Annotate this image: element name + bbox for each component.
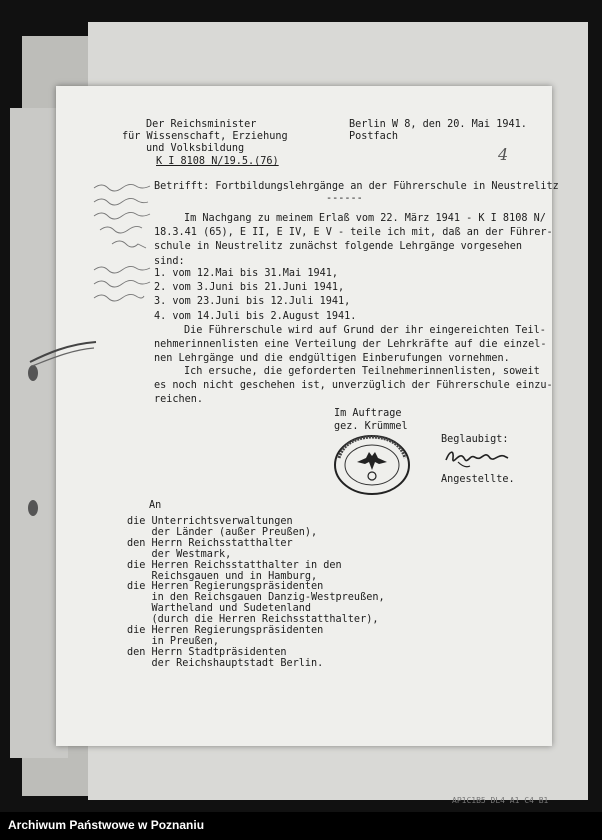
archive-name: Archiwum Państwowe w Poznaniu xyxy=(8,818,205,832)
recipient-line: die Herren Reichsstatthalter in den xyxy=(127,559,342,571)
page-number-handwritten: 4 xyxy=(498,145,509,164)
course-item: 3. vom 23.Juni bis 12.Juli 1941, xyxy=(154,296,351,308)
subject-line: Betrifft: Fortbildungslehrgänge an der Führerschule in Neustrelitz xyxy=(154,181,559,192)
handwritten-signature xyxy=(444,446,510,470)
binder-hole xyxy=(28,500,38,516)
an-label: An xyxy=(149,500,162,511)
paragraph-line: es noch nicht geschehen ist, unverzüglich der Führerschule einzu- xyxy=(154,380,553,392)
angestellte-label: Angestellte. xyxy=(441,474,515,485)
recipient-line: der Länder (außer Preußen), xyxy=(127,526,318,538)
paragraph-line: nen Lehrgänge und die endgültigen Einberufungen vornehmen. xyxy=(154,353,510,365)
recipient-line: in Preußen, xyxy=(127,635,220,647)
recipient-line: den Herrn Reichsstatthalter xyxy=(127,537,293,549)
recipient-line: der Westmark, xyxy=(127,548,232,560)
sender-line-2: für Wissenschaft, Erziehung xyxy=(122,131,288,142)
paragraph-line: 18.3.41 (65), E II, E IV, E V - teile ich mit, daß an der Führer- xyxy=(154,227,553,239)
paragraph-line: nehmerinnenlisten eine Verteilung der Lehrkräfte auf die einzel- xyxy=(154,339,547,351)
recipient-line: die Unterrichtsverwaltungen xyxy=(127,516,293,527)
file-number: K I 8108 N/19.5.(76) xyxy=(156,156,279,167)
paragraph-line: reichen. xyxy=(154,394,204,406)
film-code-right: AP1C1B5 DL4 A1 C4 B1 xyxy=(452,796,549,805)
place-date: Berlin W 8, den 20. Mai 1941. xyxy=(349,119,527,130)
im-auftrage: Im Auftrage xyxy=(334,408,402,419)
recipient-line: die Herren Regierungspräsidenten xyxy=(127,581,324,593)
paragraph-line: sind: xyxy=(154,255,185,267)
recipient-line: der Reichshauptstadt Berlin. xyxy=(127,657,324,669)
recipient-line: die Herren Regierungspräsidenten xyxy=(127,625,324,636)
recipient-line: in den Reichsgauen Danzig-Westpreußen, xyxy=(127,592,385,604)
paragraph-line: Die Führerschule wird auf Grund der ihr eingereichten Teil- xyxy=(184,325,546,336)
course-item: 1. vom 12.Mai bis 31.Mai 1941, xyxy=(154,268,339,279)
beglaubigt-label: Beglaubigt: xyxy=(441,434,509,445)
paragraph-line: Ich ersuche, die geforderten Teilnehmerinnenlisten, soweit xyxy=(184,366,540,377)
recipient-line: den Herrn Stadtpräsidenten xyxy=(127,646,287,658)
sender-line-3: und Volksbildung xyxy=(146,143,245,154)
paragraph-line: schule in Neustrelitz zunächst folgende Lehrgänge vorgesehen xyxy=(154,241,523,253)
course-item: 4. vom 14.Juli bis 2.August 1941. xyxy=(154,310,357,322)
recipient-line: Wartheland und Sudetenland xyxy=(127,603,312,615)
signatory-name: gez. Krümmel xyxy=(334,421,408,432)
binder-string xyxy=(28,336,100,376)
subject-rule: ------ xyxy=(326,193,363,204)
recipient-line: Reichsgauen und in Hamburg, xyxy=(127,570,318,582)
paragraph-line: Im Nachgang zu meinem Erlaß vom 22. März 1941 - K I 8108 N/ xyxy=(184,213,546,224)
margin-handwritten-notes xyxy=(92,178,158,338)
recipient-line: (durch die Herren Reichsstatthalter), xyxy=(127,614,379,626)
official-seal-stamp xyxy=(333,434,411,496)
postfach: Postfach xyxy=(349,131,399,142)
sender-line-1: Der Reichsminister xyxy=(146,119,257,130)
course-item: 2. vom 3.Juni bis 21.Juni 1941, xyxy=(154,282,345,294)
